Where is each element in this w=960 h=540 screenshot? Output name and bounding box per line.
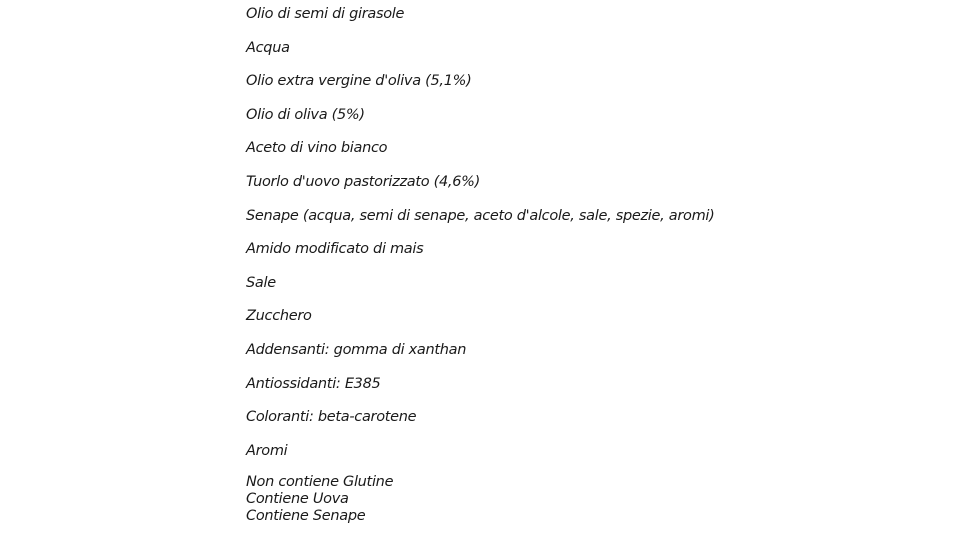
allergen-line-eggs: Contiene Uova xyxy=(246,491,349,507)
ingredient-item: Aromi xyxy=(246,442,288,459)
ingredient-item: Tuorlo d'uovo pastorizzato (4,6%) xyxy=(246,173,480,190)
ingredient-item: Sale xyxy=(246,274,276,291)
ingredient-item: Olio extra vergine d'oliva (5,1%) xyxy=(246,73,472,90)
ingredient-item: Olio di oliva (5%) xyxy=(246,106,365,123)
ingredient-item: Senape (acqua, semi di senape, aceto d'alcole, sale, spezie, aromi) xyxy=(246,207,715,224)
ingredient-item: Amido modificato di mais xyxy=(246,241,424,258)
ingredient-item: Antiossidanti: E385 xyxy=(246,375,381,392)
ingredient-item: Olio di semi di girasole xyxy=(246,6,405,22)
allergen-line-gluten: Non contiene Glutine xyxy=(246,474,394,490)
ingredient-item: Aceto di vino bianco xyxy=(246,140,388,157)
ingredient-item: Acqua xyxy=(246,39,290,56)
allergen-info xyxy=(246,474,393,525)
ingredient-item: Zucchero xyxy=(246,308,312,325)
ingredient-item: Addensanti: gomma di xanthan xyxy=(246,341,467,358)
ingredient-item: Coloranti: beta-carotene xyxy=(246,409,417,426)
ingredients-list xyxy=(246,4,714,474)
allergen-line-mustard: Contiene Senape xyxy=(246,508,366,524)
